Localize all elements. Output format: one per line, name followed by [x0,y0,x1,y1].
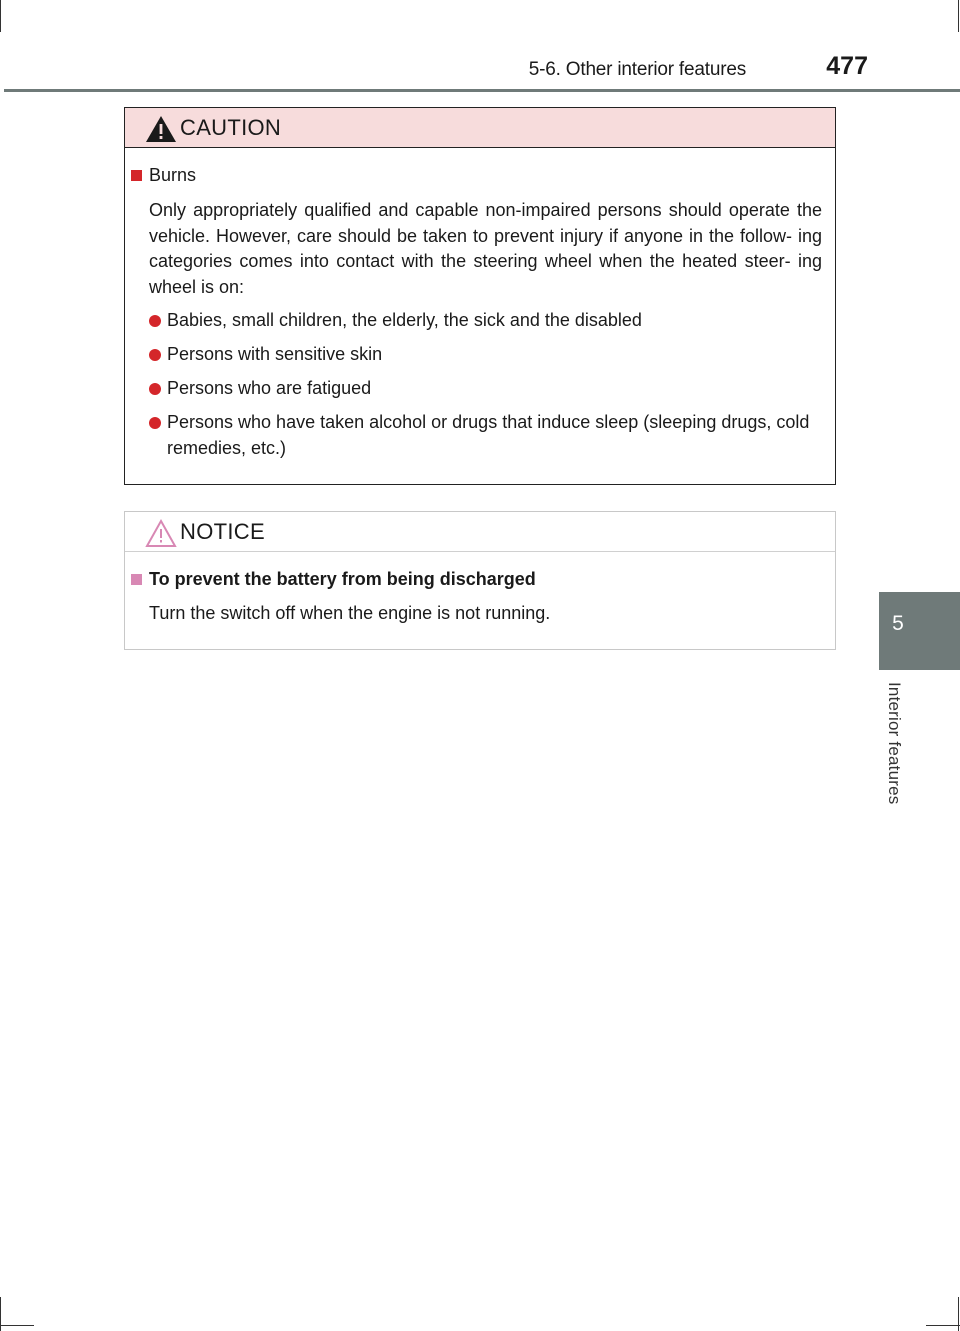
crop-mark [926,1325,960,1326]
header-divider [4,89,960,92]
list-item [149,376,833,402]
list-item-text: Persons with sensitive skin [167,344,383,364]
crop-mark [0,1325,34,1326]
notice-heading [131,569,536,590]
page-number: 477 [826,52,868,80]
bullet-dot-icon [149,315,161,327]
caution-header [125,108,835,148]
notice-paragraph: Turn the switch off when the engine is not running. [149,603,551,623]
bullet-dot-icon [149,349,161,361]
crop-mark [0,0,1,32]
square-bullet-icon [131,574,142,585]
caution-heading-text: Burns [149,165,197,185]
caution-box [124,107,836,485]
notice-header [125,512,835,552]
square-bullet-icon [131,170,142,181]
list-item [149,342,833,368]
list-item [149,308,833,334]
bullet-dot-icon [149,383,161,395]
crop-mark [958,0,959,32]
warning-triangle-icon [144,518,178,548]
caution-paragraph: Only appropriately qualified and capable non-impaired persons should operate the vehicle. However, care should be taken to prevent injury if anyone in the follow- ing categories comes into contact with the steering wheel when the heated steer- ing wheel is on: [149,200,822,297]
caution-label: CAUTION [180,115,282,140]
notice-box [124,511,836,650]
bullet-dot-icon [149,417,161,429]
chapter-tab [879,592,960,670]
list-item-text: Persons who are fatigued [167,378,372,398]
warning-triangle-icon [144,114,178,144]
chapter-number: 5 [892,612,904,635]
chapter-title: Interior features [885,682,904,805]
notice-label: NOTICE [180,519,265,544]
section-title: 5-6. Other interior features [528,59,746,80]
list-item-text: Persons who have taken alcohol or drugs that induce sleep (sleeping drugs, cold remedies, etc.) [167,412,810,458]
caution-heading [131,165,196,186]
list-item-text: Babies, small children, the elderly, the sick and the disabled [167,310,642,330]
list-item [149,410,833,461]
notice-heading-text: To prevent the battery from being discharged [149,569,536,589]
